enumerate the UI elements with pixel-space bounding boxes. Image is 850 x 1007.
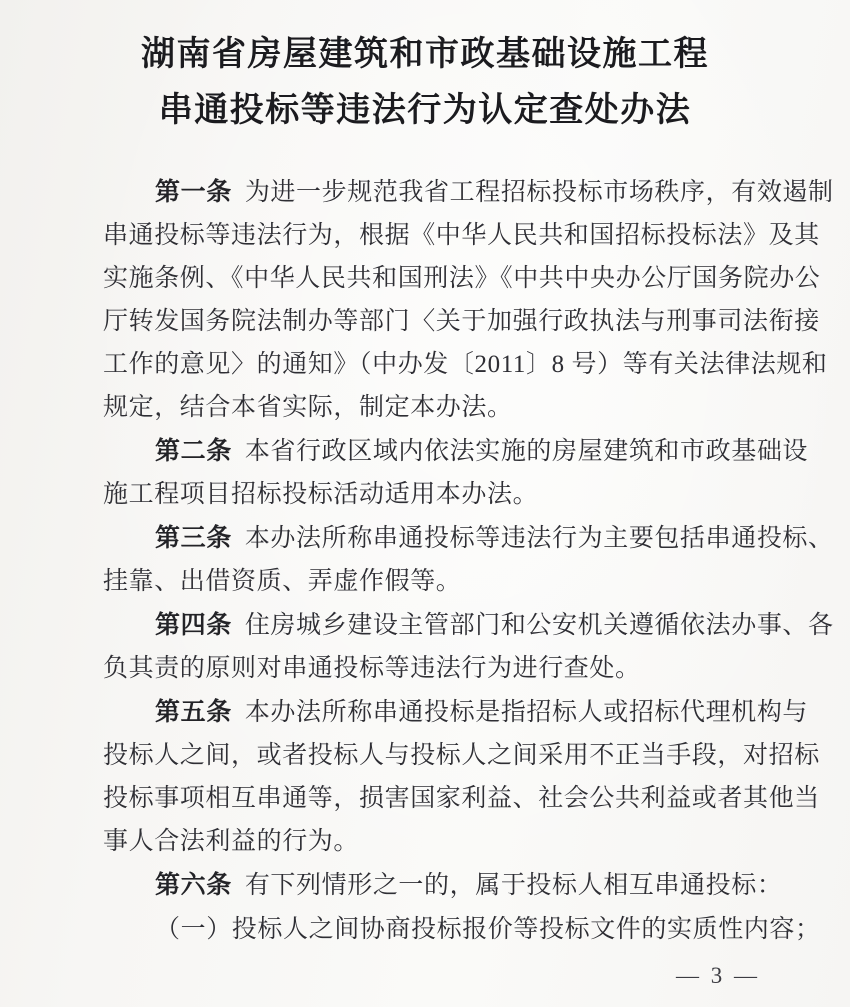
line-text: 串通投标等违法行为，根据《中华人民共和国招标投标法》及其 — [103, 222, 820, 249]
article-heading: 第二条 — [155, 437, 232, 465]
line-text: 厅转发国务院法制办等部门〈关于加强行政执法与刑事司法衔接 — [103, 308, 820, 335]
article-heading: 第三条 — [155, 524, 232, 552]
line-text: 事人合法利益的行为。 — [103, 828, 360, 855]
line-text: 规定，结合本省实际，制定本办法。 — [103, 394, 513, 421]
body-line — [103, 171, 834, 214]
body-line — [103, 820, 795, 863]
line-text: 投标事项相互串通等，损害国家利益、社会公共利益或者其他当 — [103, 785, 820, 812]
article-heading: 第四条 — [155, 611, 232, 639]
line-text: 住房城乡建设主管部门和公安机关遵循依法办事、各 — [244, 612, 834, 639]
page-number: — 3 — — [676, 963, 760, 988]
document-title-line-2: 串通投标等违法行为认定查处办法 — [158, 91, 692, 129]
paragraph — [103, 908, 821, 951]
line-text: 施工程项目招标投标活动适用本办法。 — [103, 481, 539, 508]
article-heading: 第六条 — [155, 871, 232, 899]
body-line — [103, 691, 809, 734]
article-heading: 第一条 — [155, 178, 232, 206]
document-title — [0, 26, 850, 138]
body-line — [103, 386, 795, 429]
line-text: 工作的意见〉的通知》（中办发〔2011〕8 号）等有关法律法规和 — [103, 351, 828, 378]
body-line — [103, 908, 821, 951]
body-line — [103, 734, 820, 777]
line-text: 本办法所称串通投标等违法行为主要包括串通投标、 — [244, 525, 834, 552]
body-line — [103, 647, 795, 690]
body-line — [103, 777, 820, 820]
line-text: （一）投标人之间协商投标报价等投标文件的实质性内容； — [155, 916, 821, 943]
line-text: 负其责的原则对串通投标等违法行为进行查处。 — [103, 655, 641, 682]
line-text: 挂靠、出借资质、弄虚作假等。 — [103, 568, 462, 595]
line-text: 实施条例、《中华人民共和国刑法》《中共中央办公厅国务院办公 — [103, 265, 821, 292]
line-text: 为进一步规范我省工程招标投标市场秩序，有效遏制 — [244, 179, 834, 206]
paragraph — [103, 171, 834, 429]
line-text: 本办法所称串通投标是指招标人或招标代理机构与 — [244, 699, 809, 726]
body-line — [103, 517, 834, 560]
body-line — [103, 300, 820, 343]
line-text: 投标人之间，或者投标人与投标人之间采用不正当手段，对招标 — [103, 742, 820, 769]
body-line — [103, 473, 795, 516]
body-line — [103, 214, 820, 257]
paragraph — [103, 864, 795, 907]
body-line — [103, 430, 809, 473]
document-title-line-1: 湖南省房屋建筑和市政基础设施工程 — [141, 35, 709, 73]
body-line — [103, 864, 795, 907]
line-text: 有下列情形之一的，属于投标人相互串通投标： — [244, 872, 783, 899]
body-line — [103, 257, 821, 300]
paragraph — [103, 604, 834, 690]
body-line — [103, 560, 795, 603]
body-line — [103, 604, 834, 647]
paragraph — [103, 517, 834, 603]
line-text: 本省行政区域内依法实施的房屋建筑和市政基础设 — [244, 438, 809, 465]
paragraph — [103, 430, 809, 516]
paragraph — [103, 691, 820, 863]
document-body — [103, 171, 834, 952]
body-line — [103, 343, 828, 386]
article-heading: 第五条 — [155, 698, 232, 726]
